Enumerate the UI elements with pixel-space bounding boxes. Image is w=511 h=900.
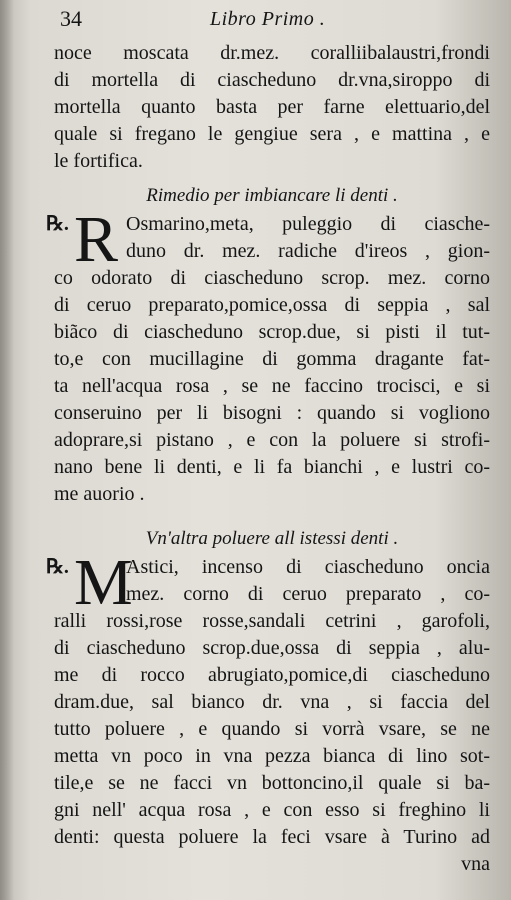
text-line: duno dr. mez. radiche d'ireos , gion- (126, 240, 490, 262)
text-line: ralli rossi,rose rosse,sandali cetrini , garofoli, (54, 610, 490, 632)
body-text (46, 40, 490, 878)
text-line: denti: questa poluere la feci vsare à Turino ad (54, 826, 490, 848)
text-line: to,e con mucillagine di gomma dragante fat- (54, 348, 490, 370)
text-line: noce moscata dr.mez. coralliibalaustri,frondi (54, 42, 490, 64)
intro-paragraph (54, 40, 490, 175)
text-line: conseruino per li bisogni : quando si vogliono (54, 402, 490, 424)
text-line: mez. corno di ceruo preparato , co- (126, 583, 490, 605)
text-line: adoprare,si pistano , e con la poluere si strofi- (54, 429, 490, 451)
text-line: me di rocco abrugiato,pomice,di ciascheduno (54, 664, 490, 686)
text-line: gni nell' acqua rosa , e con esso si freghino li (54, 799, 490, 821)
catchword: vna (461, 853, 490, 875)
drop-cap: M (74, 546, 133, 619)
text-line: me auorio . (54, 483, 145, 505)
section-title: Rimedio per imbiancare li denti . (146, 185, 398, 206)
recipe-paragraph (46, 203, 490, 508)
text-line: Osmarino,meta, puleggio di ciasche- (126, 213, 490, 235)
text-line: nano bene li denti, e li fa bianchi , e lustri co- (54, 456, 490, 478)
page-header (54, 6, 471, 36)
recipe-paragraph (46, 546, 490, 878)
drop-cap: R (74, 203, 119, 276)
text-line: di mortella di ciascheduno dr.vna,siroppo di (54, 69, 490, 91)
text-line: mortella quanto basta per farne elettuario,del (54, 96, 490, 118)
text-line: Astici, incenso di ciascheduno oncia (126, 556, 490, 578)
text-line: metta vn poco in vna pezza bianca di lino sot- (54, 745, 490, 767)
recipe-symbol: ℞. (46, 556, 69, 578)
text-line: le fortifica. (54, 150, 143, 172)
text-line: ta nell'acqua rosa , se ne faccino trocisci, e si (54, 375, 490, 397)
section-title: Vn'altra poluere all istessi denti . (145, 528, 399, 549)
text-line: tutto poluere , e quando si vorrà vsare, se ne (54, 718, 490, 740)
text-line: dram.due, sal bianco dr. vna , si faccia del (54, 691, 490, 713)
recipe-symbol: ℞. (46, 213, 69, 235)
text-line: di ceruo preparato,pomice,ossa di seppia , sal (54, 294, 490, 316)
text-line: co odorato di ciascheduno scrop. mez. corno (54, 267, 490, 289)
gutter-shadow (0, 0, 14, 900)
text-line: di ciascheduno scrop.due,ossa di seppia , alu- (54, 637, 490, 659)
text-line: tile,e se ne facci vn bottoncino,il quale si ba- (54, 772, 490, 794)
running-title: Libro Primo . (210, 8, 326, 30)
text-line: quale si fregano le gengiue sera , e mattina , e (54, 123, 490, 145)
page-number: 34 (60, 6, 82, 31)
text-line: biãco di ciascheduno scrop.due, si pisti il tut- (54, 321, 490, 343)
